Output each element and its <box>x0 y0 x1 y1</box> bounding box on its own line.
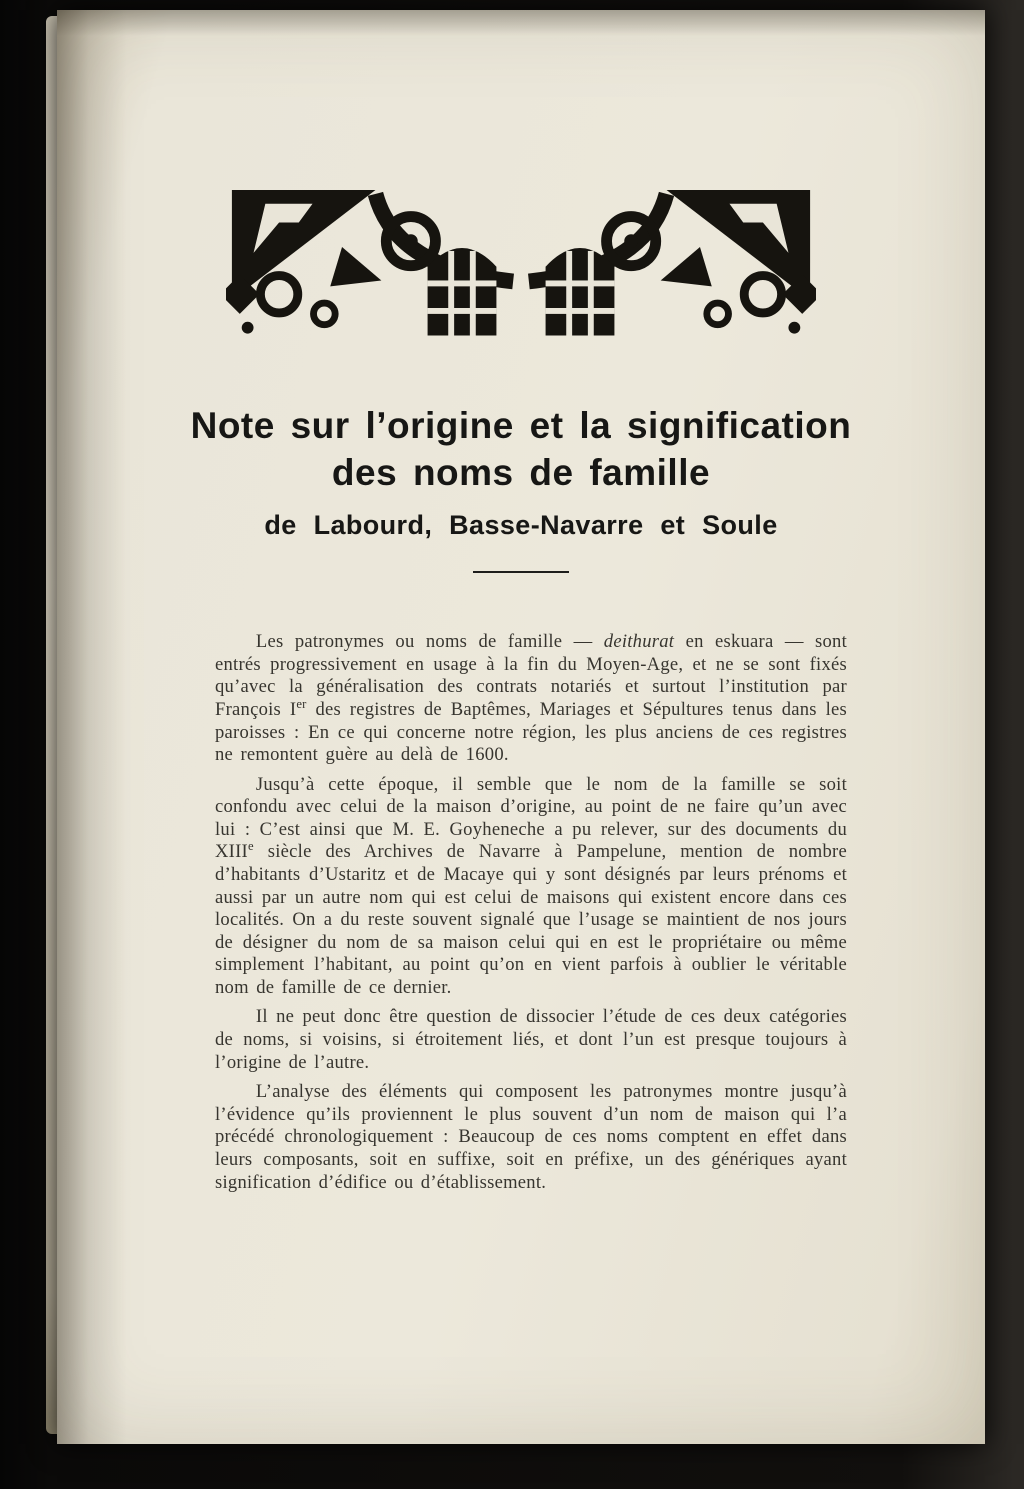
page-subtitle: de Labourd, Basse-Navarre et Soule <box>264 510 778 541</box>
paragraph-1 <box>215 631 847 766</box>
text-run: en eskuara — sont entrés progressivement en usage à la fin du Moyen-Age, et ne se sont fixés qu’avec la généralisation des contrats notariés et surtout l’institution par François I <box>215 631 847 720</box>
body-text-block <box>215 631 847 1194</box>
paragraph-3 <box>215 1006 847 1074</box>
superscript: er <box>296 696 307 711</box>
paragraph-2 <box>215 774 847 1000</box>
superscript: e <box>248 839 254 854</box>
paragraph-4 <box>215 1081 847 1194</box>
page-top-shadow <box>57 10 985 36</box>
text-run: des registres de Baptêmes, Mariages et Sépultures tenus dans les paroisses : En ce qui concerne notre région, les plus anciens de ces registres ne remontent guère au delà de 1600. <box>215 698 847 766</box>
book-page <box>57 10 985 1444</box>
title-line-2: des noms de famille <box>331 451 711 493</box>
page-title <box>57 402 985 497</box>
basque-ornament-headpiece-icon <box>226 190 816 338</box>
text-run: L’analyse des éléments qui composent les patronymes montre jusqu’à l’évidence qu’ils proviennent le plus souvent d’un nom de maison qui l’a précédé chronologiquement : Beaucoup de ces noms comptent en effet dans leurs composants, soit en suffixe, soit en préfixe, un des génériques ayant signification d’édifice ou d’établissement. <box>215 1081 847 1193</box>
text-run: Il ne peut donc être question de dissocier l’étude de ces deux catégories de noms, si voisins, si étroitement liés, et dont l’un est presque toujours à l’origine de l’autre. <box>215 1006 847 1073</box>
divider-rule <box>473 571 569 573</box>
text-run: siècle des Archives de Navarre à Pampelune, mention de nombre d’habitants d’Ustaritz et de Macaye qui y sont désignés par leurs prénoms et aussi par un autre nom qui est celui de maisons qui existent encore dans ces localités. On a du reste souvent signalé que l’usage se maintient de nos jours de désigner du nom de sa maison celui qui en est le propriétaire ou même simplement l’habitant, au point qu’on en vient parfois à oublier le véritable nom de famille de ce dernier. <box>215 841 847 998</box>
binding-gutter-shadow <box>57 10 127 1444</box>
text-run: Jusqu’à cette époque, il semble que le nom de la famille se soit confondu avec celui de la maison d’origine, au point de ne faire qu’un avec lui : C’est ainsi que M. E. Goyheneche a pu relever, sur des documents du XIII <box>215 773 847 863</box>
title-line-1: Note sur l’origine et la signification <box>190 404 852 446</box>
text-run: Les patronymes ou noms de famille — <box>255 631 604 653</box>
italic-term: deithurat <box>603 631 675 653</box>
